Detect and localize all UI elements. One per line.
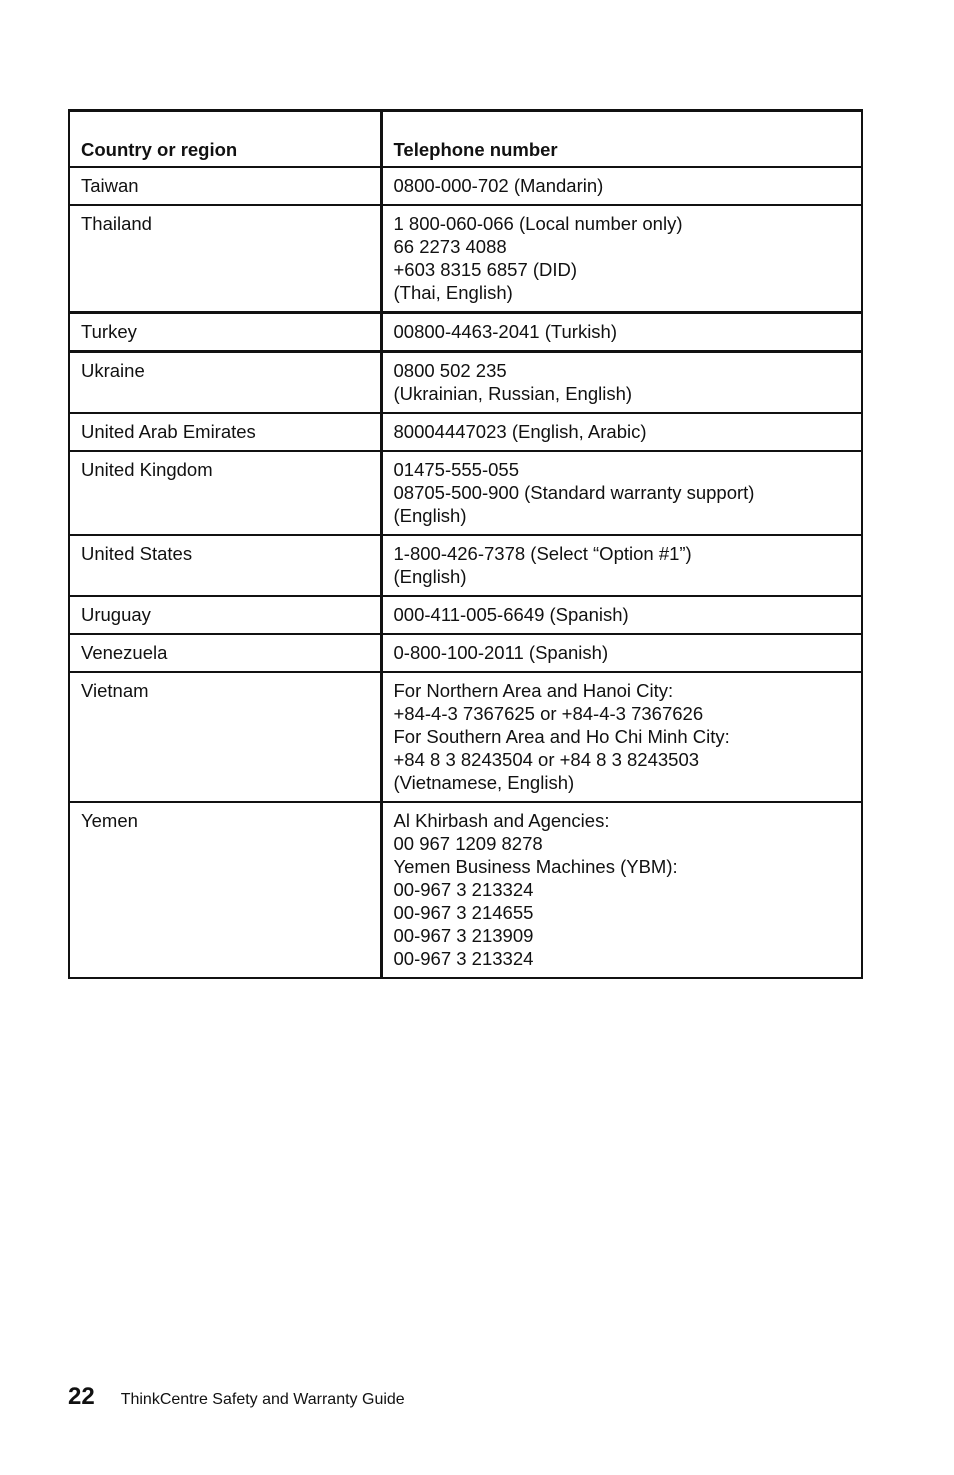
table-row	[69, 634, 862, 672]
page-number: 22	[68, 1383, 95, 1410]
phone-cell: 0800 502 235 (Ukrainian, Russian, English)	[381, 352, 862, 414]
header-telephone-number: Telephone number	[381, 111, 862, 168]
table-row	[69, 535, 862, 596]
country-cell: Taiwan	[69, 167, 381, 205]
country-cell: Thailand	[69, 205, 381, 313]
table-row	[69, 313, 862, 352]
table-row	[69, 451, 862, 535]
phone-cell: 80004447023 (English, Arabic)	[381, 413, 862, 451]
country-cell: Turkey	[69, 313, 381, 352]
country-cell: Venezuela	[69, 634, 381, 672]
header-country-or-region: Country or region	[69, 111, 381, 168]
table-row	[69, 352, 862, 414]
table-row	[69, 802, 862, 978]
phone-cell: 0-800-100-2011 (Spanish)	[381, 634, 862, 672]
phone-cell: 01475-555-055 08705-500-900 (Standard warranty support) (English)	[381, 451, 862, 535]
page-footer	[68, 1382, 405, 1412]
country-cell: United Arab Emirates	[69, 413, 381, 451]
phone-support-table	[68, 109, 863, 979]
table-row	[69, 413, 862, 451]
phone-cell: 0800-000-702 (Mandarin)	[381, 167, 862, 205]
country-cell: Vietnam	[69, 672, 381, 802]
table-header-row	[69, 111, 862, 168]
country-cell: United Kingdom	[69, 451, 381, 535]
phone-cell: 1-800-426-7378 (Select “Option #1”) (English)	[381, 535, 862, 596]
country-cell: United States	[69, 535, 381, 596]
guide-title: ThinkCentre Safety and Warranty Guide	[120, 1391, 405, 1408]
table-row	[69, 205, 862, 313]
table-row	[69, 596, 862, 634]
country-cell: Yemen	[69, 802, 381, 978]
phone-cell: 1 800-060-066 (Local number only) 66 2273 4088 +603 8315 6857 (DID) (Thai, English)	[381, 205, 862, 313]
country-cell: Ukraine	[69, 352, 381, 414]
phone-cell: Al Khirbash and Agencies: 00 967 1209 8278 Yemen Business Machines (YBM): 00-967 3 213324 00-967 3 214655 00-967 3 213909 00-967 3 213324	[381, 802, 862, 978]
phone-cell: 00800-4463-2041 (Turkish)	[381, 313, 862, 352]
phone-cell: For Northern Area and Hanoi City: +84-4-3 7367625 or +84-4-3 7367626 For Southern Area and Ho Chi Minh City: +84 8 3 8243504 or +84 8 3 8243503 (Vietnamese, English)	[381, 672, 862, 802]
table-row	[69, 167, 862, 205]
country-cell: Uruguay	[69, 596, 381, 634]
phone-cell: 000-411-005-6649 (Spanish)	[381, 596, 862, 634]
table-row	[69, 672, 862, 802]
